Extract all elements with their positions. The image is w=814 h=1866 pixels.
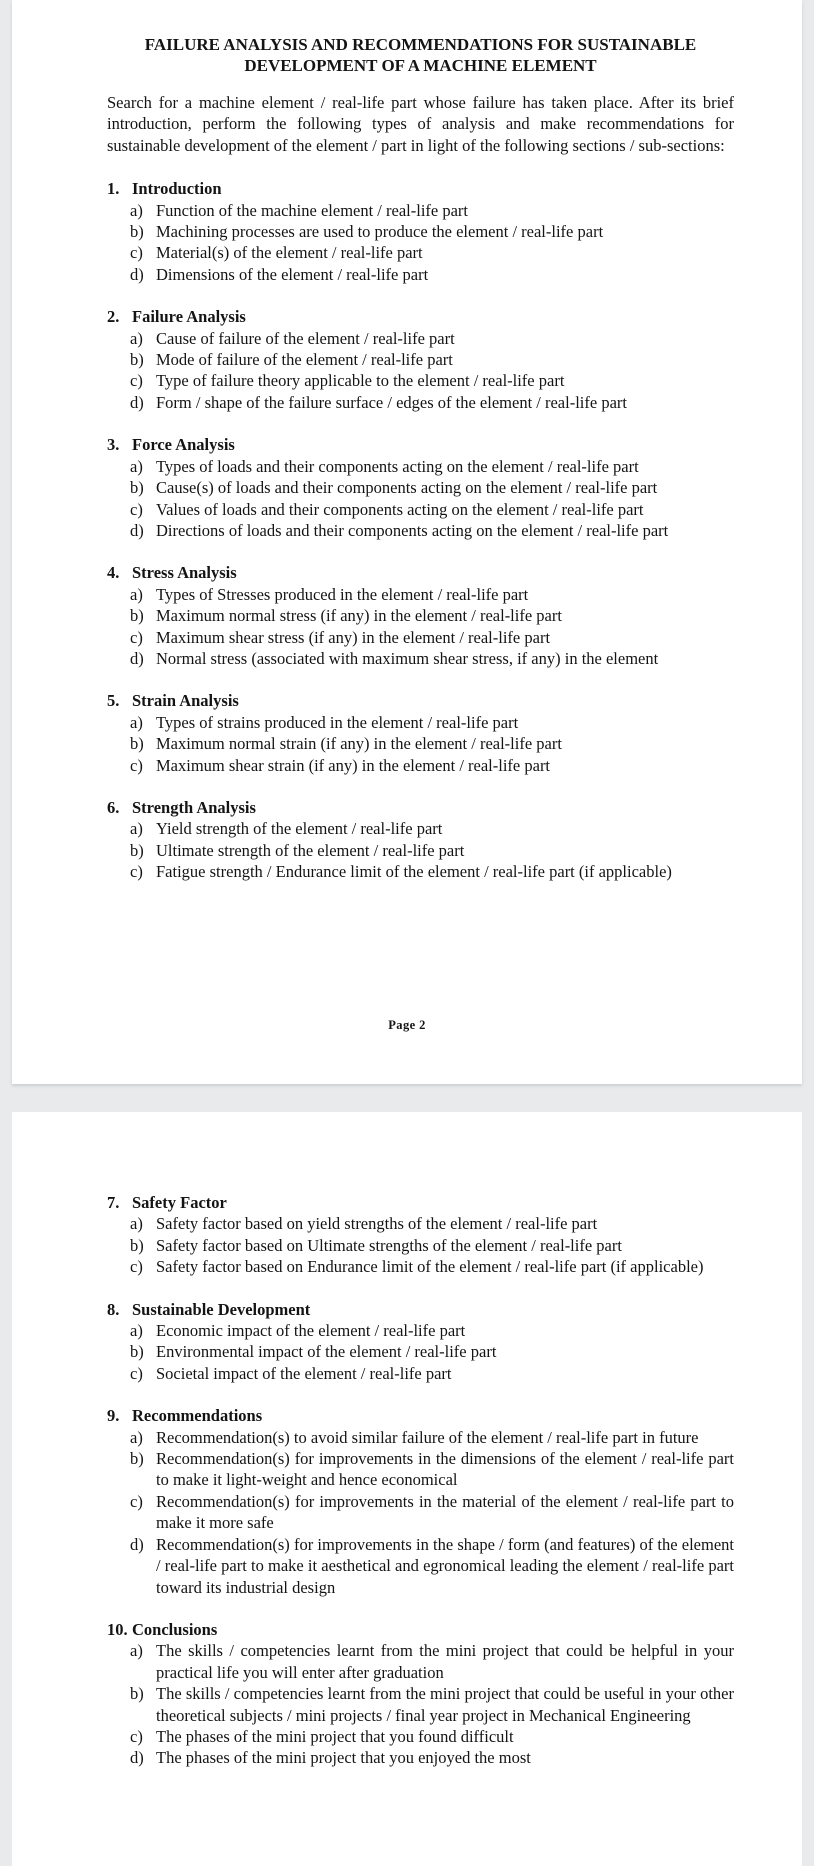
list-item bbox=[130, 755, 734, 776]
section-10 bbox=[107, 1619, 734, 1769]
list-item bbox=[130, 392, 734, 413]
title-line-1: FAILURE ANALYSIS AND RECOMMENDATIONS FOR SUSTAINABLE bbox=[144, 35, 697, 54]
section-number: 9. bbox=[107, 1406, 120, 1426]
list-item bbox=[130, 605, 734, 626]
list-item-letter: a) bbox=[130, 1641, 143, 1661]
list-item bbox=[130, 1427, 734, 1448]
list-item-letter: a) bbox=[130, 584, 143, 604]
section-title: Strength Analysis bbox=[132, 797, 256, 817]
list-item-letter: c) bbox=[130, 755, 143, 775]
list-item-text: Maximum shear strain (if any) in the element / real-life part bbox=[156, 755, 551, 775]
section-list-page-1 bbox=[107, 178, 734, 882]
list-item-text: Type of failure theory applicable to the element / real-life part bbox=[156, 371, 565, 391]
list-item-text: Recommendation(s) for improvements in the shape / form (and features) of the element / real-life part to make it aesthetical and egronomical leading the element / real-life part toward its industrial design bbox=[156, 1534, 734, 1597]
list-item-text: Recommendation(s) for improvements in the material of the element / real-life part to make it more safe bbox=[156, 1491, 734, 1533]
sub-section-list bbox=[107, 712, 734, 776]
section-heading bbox=[107, 797, 734, 818]
list-item-letter: a) bbox=[130, 1321, 143, 1341]
list-item-letter: c) bbox=[130, 627, 143, 647]
list-item-letter: b) bbox=[130, 1235, 144, 1255]
section-5 bbox=[107, 690, 734, 776]
list-item-text: Maximum shear stress (if any) in the element / real-life part bbox=[156, 627, 551, 647]
section-6 bbox=[107, 797, 734, 883]
list-item-letter: a) bbox=[130, 328, 143, 348]
section-title: Strain Analysis bbox=[132, 691, 239, 711]
list-item-text: Material(s) of the element / real-life part bbox=[156, 243, 423, 263]
list-item-letter: b) bbox=[130, 222, 144, 242]
list-item-text: Types of strains produced in the element / real-life part bbox=[156, 712, 519, 732]
list-item bbox=[130, 584, 734, 605]
list-item bbox=[130, 1448, 734, 1491]
list-item-text: Maximum normal stress (if any) in the element / real-life part bbox=[156, 606, 562, 626]
list-item bbox=[130, 520, 734, 541]
list-item bbox=[130, 818, 734, 839]
list-item-text: Safety factor based on Endurance limit of the element / real-life part (if applicable) bbox=[156, 1257, 704, 1277]
list-item-letter: d) bbox=[130, 1748, 144, 1768]
list-item-text: Fatigue strength / Endurance limit of the element / real-life part (if applicable) bbox=[156, 862, 672, 882]
section-7 bbox=[107, 1192, 734, 1278]
section-number: 8. bbox=[107, 1299, 120, 1319]
list-item bbox=[130, 1235, 734, 1256]
list-item bbox=[130, 733, 734, 754]
section-number: 1. bbox=[107, 179, 120, 199]
list-item-letter: a) bbox=[130, 456, 143, 476]
list-item-text: Machining processes are used to produce the element / real-life part bbox=[156, 222, 604, 242]
list-item bbox=[130, 861, 734, 882]
section-4 bbox=[107, 562, 734, 669]
list-item bbox=[130, 200, 734, 221]
list-item-text: Function of the machine element / real-life part bbox=[156, 200, 469, 220]
section-number: 5. bbox=[107, 691, 120, 711]
list-item-letter: a) bbox=[130, 712, 143, 732]
list-item bbox=[130, 242, 734, 263]
list-item bbox=[130, 1534, 734, 1598]
list-item-letter: c) bbox=[130, 862, 143, 882]
list-item bbox=[130, 477, 734, 498]
section-list-page-2 bbox=[107, 1192, 734, 1769]
list-item bbox=[130, 1491, 734, 1534]
section-number: 7. bbox=[107, 1193, 120, 1212]
section-heading bbox=[107, 306, 734, 327]
list-item bbox=[130, 712, 734, 733]
section-number: 4. bbox=[107, 563, 120, 583]
list-item-letter: d) bbox=[130, 648, 144, 668]
list-item-letter: d) bbox=[130, 264, 144, 284]
sub-section-list bbox=[107, 1640, 734, 1768]
list-item bbox=[130, 1341, 734, 1362]
section-title: Conclusions bbox=[132, 1619, 218, 1639]
list-item bbox=[130, 1640, 734, 1683]
list-item bbox=[130, 349, 734, 370]
list-item bbox=[130, 1747, 734, 1768]
section-number: 6. bbox=[107, 797, 120, 817]
sub-section-list bbox=[107, 456, 734, 542]
list-item-letter: a) bbox=[130, 1427, 143, 1447]
section-title: Stress Analysis bbox=[132, 563, 237, 583]
list-item-letter: c) bbox=[130, 1491, 143, 1511]
section-8 bbox=[107, 1299, 734, 1385]
list-item-text: The phases of the mini project that you found difficult bbox=[156, 1726, 514, 1746]
list-item-text: Safety factor based on Ultimate strengths of the element / real-life part bbox=[156, 1235, 622, 1255]
section-9 bbox=[107, 1405, 734, 1598]
list-item bbox=[130, 456, 734, 477]
list-item-letter: b) bbox=[130, 478, 144, 498]
list-item-text: The skills / competencies learnt from the mini project that could be helpful in your practical life you will enter after graduation bbox=[156, 1641, 734, 1682]
section-heading bbox=[107, 1299, 734, 1320]
page-content bbox=[107, 1192, 734, 1769]
list-item-letter: b) bbox=[130, 606, 144, 626]
sub-section-list bbox=[107, 200, 734, 286]
list-item bbox=[130, 627, 734, 648]
list-item-letter: d) bbox=[130, 392, 144, 412]
section-title: Safety Factor bbox=[132, 1193, 227, 1212]
list-item-text: Cause(s) of loads and their components acting on the element / real-life part bbox=[156, 478, 658, 498]
list-item bbox=[130, 1213, 734, 1234]
section-title: Introduction bbox=[132, 179, 222, 199]
list-item-letter: c) bbox=[130, 243, 143, 263]
section-title: Recommendations bbox=[132, 1406, 263, 1426]
section-1 bbox=[107, 178, 734, 285]
document-page-1 bbox=[12, 0, 802, 1084]
list-item bbox=[130, 840, 734, 861]
list-item-letter: c) bbox=[130, 1257, 143, 1277]
section-title: Force Analysis bbox=[132, 435, 235, 455]
sub-section-list bbox=[107, 1213, 734, 1277]
section-heading bbox=[107, 434, 734, 455]
section-heading bbox=[107, 1405, 734, 1426]
list-item-text: Mode of failure of the element / real-life part bbox=[156, 350, 453, 370]
sub-section-list bbox=[107, 584, 734, 670]
list-item-letter: b) bbox=[130, 840, 144, 860]
section-3 bbox=[107, 434, 734, 541]
list-item-letter: a) bbox=[130, 819, 143, 839]
section-heading bbox=[107, 562, 734, 583]
list-item-text: Values of loads and their components acting on the element / real-life part bbox=[156, 499, 644, 519]
section-2 bbox=[107, 306, 734, 413]
list-item-text: Directions of loads and their components acting on the element / real-life part bbox=[156, 520, 669, 540]
list-item-text: Yield strength of the element / real-life part bbox=[156, 819, 443, 839]
document-title bbox=[107, 34, 734, 76]
page-number: Page 2 bbox=[388, 1018, 426, 1032]
document-page-2 bbox=[12, 1112, 802, 1866]
list-item-letter: a) bbox=[130, 200, 143, 220]
section-title: Failure Analysis bbox=[132, 307, 246, 327]
list-item-text: Maximum normal strain (if any) in the element / real-life part bbox=[156, 734, 562, 754]
intro-paragraph: Search for a machine element / real-life part whose failure has taken place. After its brief introduction, perform the following types of analysis and make recommendations for sustainable development of the element / part in light of the following sections / sub-sections: bbox=[107, 93, 734, 155]
list-item-text: Recommendation(s) for improvements in the dimensions of the element / real-life part to make it light-weight and hence economical bbox=[156, 1449, 734, 1490]
section-heading bbox=[107, 1619, 734, 1640]
list-item-letter: c) bbox=[130, 499, 143, 519]
section-title: Sustainable Development bbox=[132, 1299, 311, 1319]
section-number: 10. bbox=[107, 1619, 128, 1639]
list-item bbox=[130, 1363, 734, 1384]
sub-section-list bbox=[107, 328, 734, 414]
list-item bbox=[130, 370, 734, 391]
list-item-letter: c) bbox=[130, 1726, 143, 1746]
list-item-text: Societal impact of the element / real-life part bbox=[156, 1363, 452, 1383]
list-item bbox=[130, 1726, 734, 1747]
list-item-text: Recommendation(s) to avoid similar failure of the element / real-life part in future bbox=[156, 1427, 699, 1447]
section-heading bbox=[107, 690, 734, 711]
section-number: 2. bbox=[107, 307, 120, 327]
list-item-text: The skills / competencies learnt from the mini project that could be useful in your other theoretical subjects / mini projects / final year project in Mechanical Engineering bbox=[156, 1684, 734, 1725]
list-item-text: Types of loads and their components acting on the element / real-life part bbox=[156, 456, 639, 476]
list-item bbox=[130, 221, 734, 242]
list-item-text: Ultimate strength of the element / real-life part bbox=[156, 840, 465, 860]
sub-section-list bbox=[107, 1427, 734, 1598]
list-item bbox=[130, 1256, 734, 1277]
sub-section-list bbox=[107, 1320, 734, 1384]
list-item-text: Cause of failure of the element / real-life part bbox=[156, 328, 455, 348]
list-item-text: Dimensions of the element / real-life part bbox=[156, 264, 429, 284]
list-item-text: Economic impact of the element / real-life part bbox=[156, 1321, 466, 1341]
list-item-letter: c) bbox=[130, 1363, 143, 1383]
list-item-text: Environmental impact of the element / real-life part bbox=[156, 1342, 497, 1362]
list-item-letter: b) bbox=[130, 1342, 144, 1362]
sub-section-list bbox=[107, 818, 734, 882]
list-item bbox=[130, 264, 734, 285]
list-item bbox=[130, 1683, 734, 1726]
list-item-text: Form / shape of the failure surface / edges of the element / real-life part bbox=[156, 392, 627, 412]
section-heading bbox=[107, 1192, 734, 1213]
section-number: 3. bbox=[107, 435, 120, 455]
page-content bbox=[107, 34, 734, 904]
list-item-letter: d) bbox=[130, 1534, 144, 1554]
section-heading bbox=[107, 178, 734, 199]
title-line-2: DEVELOPMENT OF A MACHINE ELEMENT bbox=[244, 56, 597, 75]
list-item-letter: b) bbox=[130, 1684, 144, 1704]
list-item-letter: d) bbox=[130, 520, 144, 540]
list-item-text: Normal stress (associated with maximum shear stress, if any) in the element bbox=[156, 648, 659, 668]
list-item bbox=[130, 648, 734, 669]
list-item-text: The phases of the mini project that you enjoyed the most bbox=[156, 1748, 531, 1768]
list-item-letter: c) bbox=[130, 371, 143, 391]
list-item bbox=[130, 1320, 734, 1341]
list-item-letter: b) bbox=[130, 350, 144, 370]
list-item-text: Types of Stresses produced in the element / real-life part bbox=[156, 584, 529, 604]
list-item-letter: b) bbox=[130, 1449, 144, 1469]
list-item-text: Safety factor based on yield strengths of the element / real-life part bbox=[156, 1214, 598, 1234]
list-item-letter: a) bbox=[130, 1214, 143, 1234]
list-item bbox=[130, 499, 734, 520]
list-item-letter: b) bbox=[130, 734, 144, 754]
list-item bbox=[130, 328, 734, 349]
